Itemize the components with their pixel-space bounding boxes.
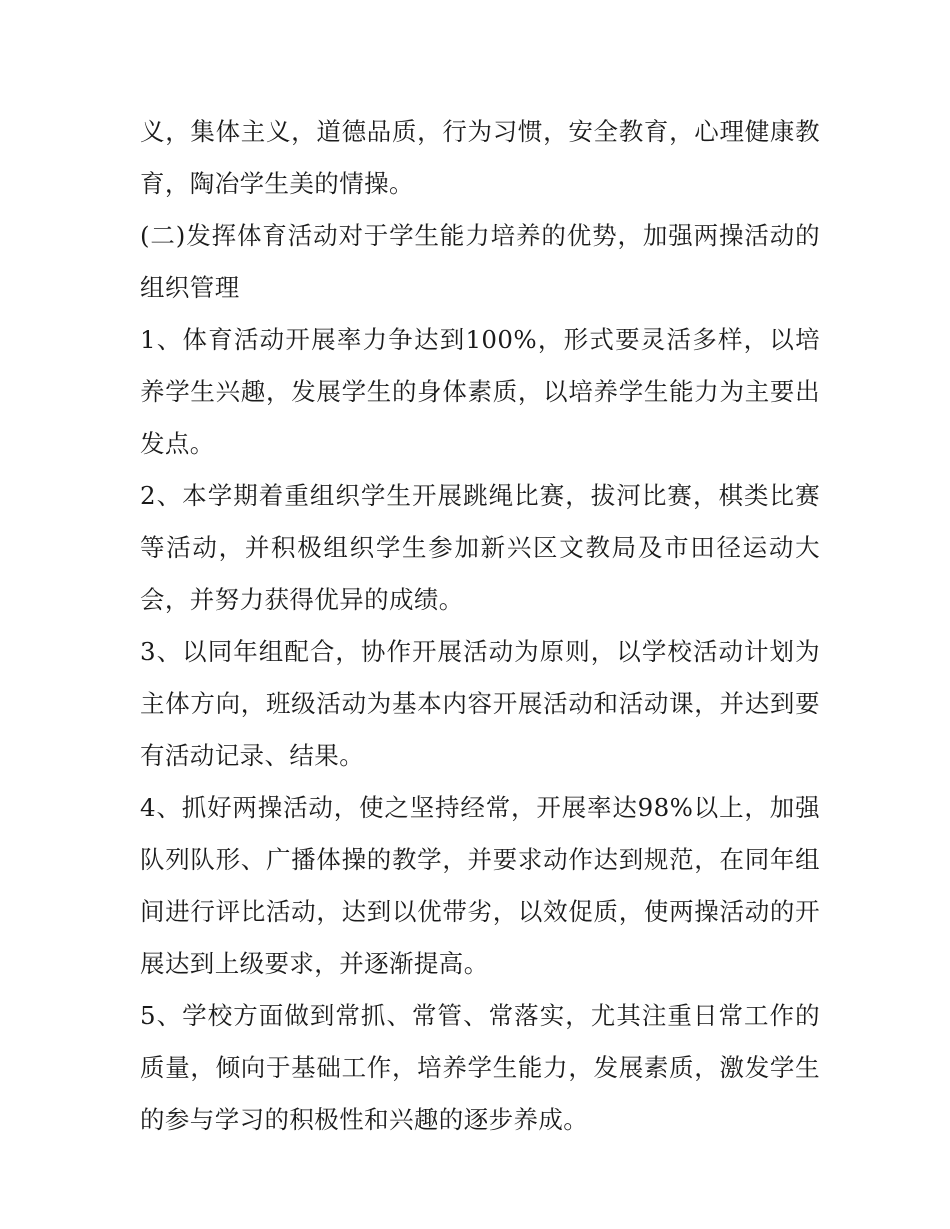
paragraph-item-2: 2、本学期着重组织学生开展跳绳比赛，拔河比赛，棋类比赛等活动，并积极组织学生参加新兴区文教局及市田径运动大会，并努力获得优异的成绩。 [140, 481, 820, 614]
paragraph-moral-education-continued: 义，集体主义，道德品质，行为习惯，安全教育，心理健康教育，陶冶学生美的情操。 [140, 117, 820, 198]
document-body [140, 106, 820, 1146]
paragraph-item-1: 1、体育活动开展率力争达到100%，形式要灵活多样，以培养学生兴趣，发展学生的身体素质，以培养学生能力为主要出发点。 [140, 325, 820, 458]
paragraph-item-3: 3、以同年组配合，协作开展活动为原则，以学校活动计划为主体方向，班级活动为基本内容开展活动和活动课，并达到要有活动记录、结果。 [140, 637, 820, 770]
paragraph-item-5: 5、学校方面做到常抓、常管、常落实，尤其注重日常工作的质量，倾向于基础工作，培养学生能力，发展素质，激发学生的参与学习的积极性和兴趣的逐步养成。 [140, 1001, 820, 1134]
paragraph-item-4: 4、抓好两操活动，使之坚持经常，开展率达98%以上，加强队列队形、广播体操的教学，并要求动作达到规范，在同年组间进行评比活动，达到以优带劣，以效促质，使两操活动的开展达到上级要求，并逐渐提高。 [140, 793, 820, 978]
section-heading-sports-activities: (二)发挥体育活动对于学生能力培养的优势，加强两操活动的组织管理 [140, 221, 820, 302]
